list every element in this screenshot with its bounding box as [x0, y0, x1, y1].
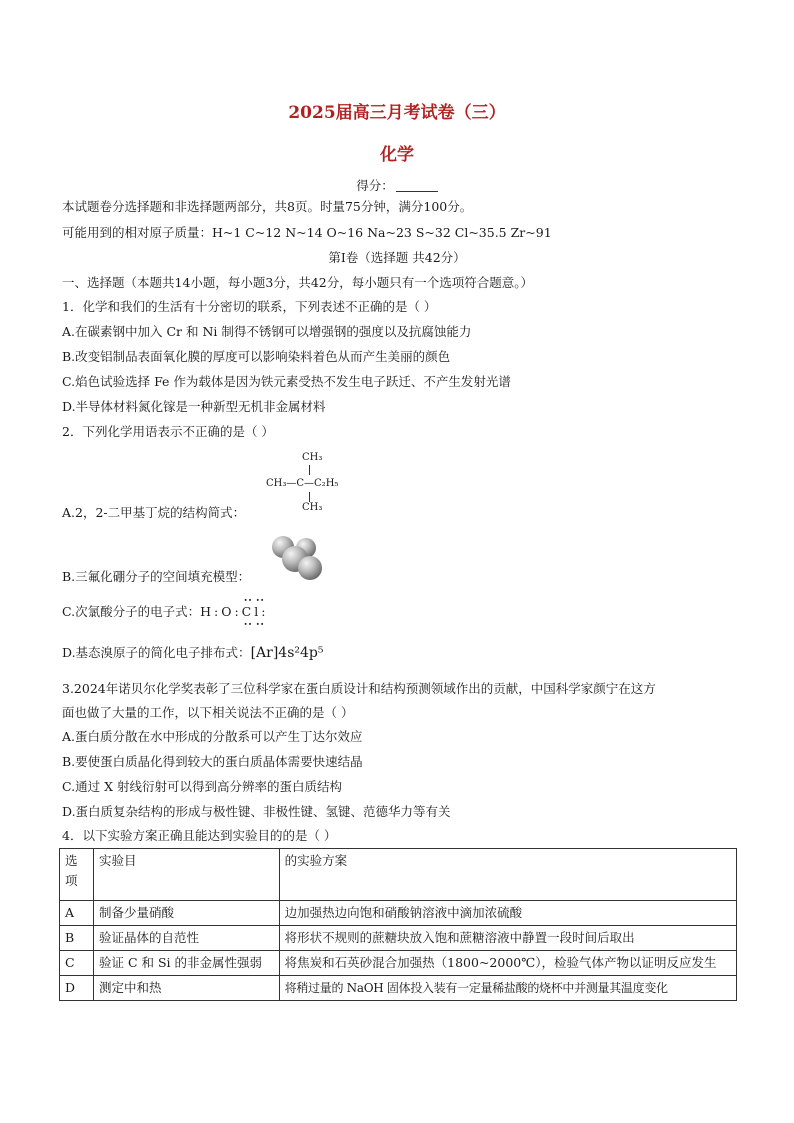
- header-option: 选项: [60, 849, 94, 901]
- section1-desc: 一、选择题（本题共14小题，每小题3分，共42分，每小题只有一个选项符合题意。）: [62, 275, 534, 290]
- table-row: [60, 926, 737, 951]
- q3-option-d: D.蛋白质复杂结构的形成与极性键、非极性键、氢键、范德华力等有关: [62, 804, 451, 819]
- q1-option-d: D.半导体材料氮化镓是一种新型无机非金属材料: [62, 399, 326, 414]
- q3-stem-2: 面也做了大量的工作，以下相关说法不正确的是（ ）: [62, 705, 354, 720]
- q1-option-c: C.焰色试验选择 Fe 作为载体是因为铁元素受热不发生电子跃迁、不产生发射光谱: [62, 374, 511, 389]
- fluorine-atom-3: [298, 556, 322, 580]
- q3-option-a: A.蛋白质分散在水中形成的分散系可以产生丁达尔效应: [62, 729, 363, 744]
- bf3-space-filling-model: [272, 536, 324, 582]
- q1-option-b: B.改变铝制品表面氧化膜的厚度可以影响染料着色从而产生美丽的颜色: [62, 349, 451, 364]
- row-goal: 验证晶体的自范性: [93, 926, 279, 951]
- subject-title: 化学: [380, 145, 414, 165]
- exam-title: 2025届高三月考试卷（三）: [288, 103, 506, 123]
- q2-option-a: A.2，2-二甲基丁烷的结构简式：: [62, 505, 246, 520]
- q2-stem: 2．下列化学用语表示不正确的是（ ）: [62, 424, 274, 439]
- intro-line-1: 本试题卷分选择题和非选择题两部分，共8页。时量75分钟，满分100分。: [62, 199, 473, 214]
- br-electron-config: [Ar]4s²4p⁵: [250, 645, 324, 661]
- q1-stem: 1．化学和我们的生活有十分密切的联系，下列表述不正确的是（ ）: [62, 299, 437, 314]
- table-row: [60, 976, 737, 1001]
- hclo-electron-formula: H:O:Cl:: [200, 604, 269, 619]
- q2-option-b: B.三氟化硼分子的空间填充模型：: [62, 569, 251, 584]
- header-goal: 实验目: [93, 849, 279, 901]
- struct-top-group: CH₃: [302, 452, 323, 463]
- q2-option-c-row: [62, 603, 268, 621]
- q3-option-b: B.要使蛋白质晶化得到较大的蛋白质晶体需要快速结晶: [62, 754, 363, 769]
- row-plan: 边加强热边向饱和硝酸钠溶液中滴加浓硫酸: [279, 901, 736, 926]
- row-goal: 测定中和热: [93, 976, 279, 1001]
- q2-option-d: D.基态溴原子的简化电子排布式：: [62, 645, 251, 660]
- score-label: 得分：: [356, 178, 394, 193]
- header-plan: 的实验方案: [279, 849, 736, 901]
- q2-option-c: C.次氯酸分子的电子式：: [62, 604, 201, 619]
- row-option: C: [60, 951, 94, 976]
- q2-option-d-row: [62, 644, 323, 662]
- section1-title: 第Ⅰ卷（选择题 共42分）: [328, 250, 466, 265]
- row-plan: 将形状不规则的蔗糖块放入饱和蔗糖溶液中静置一段时间后取出: [279, 926, 736, 951]
- q4-experiment-table: [59, 848, 737, 1001]
- q3-option-c: C.通过 X 射线衍射可以得到高分辨率的蛋白质结构: [62, 779, 342, 794]
- row-option: D: [60, 976, 94, 1001]
- row-plan: 将焦炭和石英砂混合加强热（1800~2000℃），检验气体产物以证明反应发生: [279, 951, 736, 976]
- table-header-row: [60, 849, 737, 901]
- row-option: A: [60, 901, 94, 926]
- row-plan: 将稍过量的 NaOH 固体投入装有一定量稀盐酸的烧杯中并测量其温度变化: [279, 976, 736, 1001]
- row-goal: 制备少量硝酸: [93, 901, 279, 926]
- score-blank[interactable]: [396, 179, 438, 192]
- electron-dots-bottom: ∙∙ ∙∙: [244, 620, 265, 628]
- table-row: [60, 951, 737, 976]
- struct-bond-down: [309, 492, 310, 502]
- row-goal: 验证 C 和 Si 的非金属性强弱: [93, 951, 279, 976]
- struct-bottom-group: CH₃: [302, 502, 323, 513]
- intro-line-2: 可能用到的相对原子质量：H~1 C~12 N~14 O~16 Na~23 S~32 Cl~35.5 Zr~91: [62, 225, 552, 240]
- q4-stem: 4．以下实验方案正确且能达到实验目的的是（ ）: [62, 828, 337, 843]
- score-line: [0, 176, 794, 194]
- struct-bond-up: [309, 465, 310, 475]
- electron-dots-top: ∙∙ ∙∙: [244, 596, 265, 604]
- struct-main-chain: CH₃—C—C₂H₅: [266, 478, 339, 489]
- dimethylbutane-structure: [262, 450, 372, 520]
- q1-option-a: A.在碳素钢中加入 Cr 和 Ni 制得不锈钢可以增强钢的强度以及抗腐蚀能力: [62, 324, 472, 339]
- q3-stem-1: 3.2024年诺贝尔化学奖表彰了三位科学家在蛋白质设计和结构预测领域作出的贡献，中国科学家颜宁在这方: [62, 681, 656, 696]
- table-row: [60, 901, 737, 926]
- row-option: B: [60, 926, 94, 951]
